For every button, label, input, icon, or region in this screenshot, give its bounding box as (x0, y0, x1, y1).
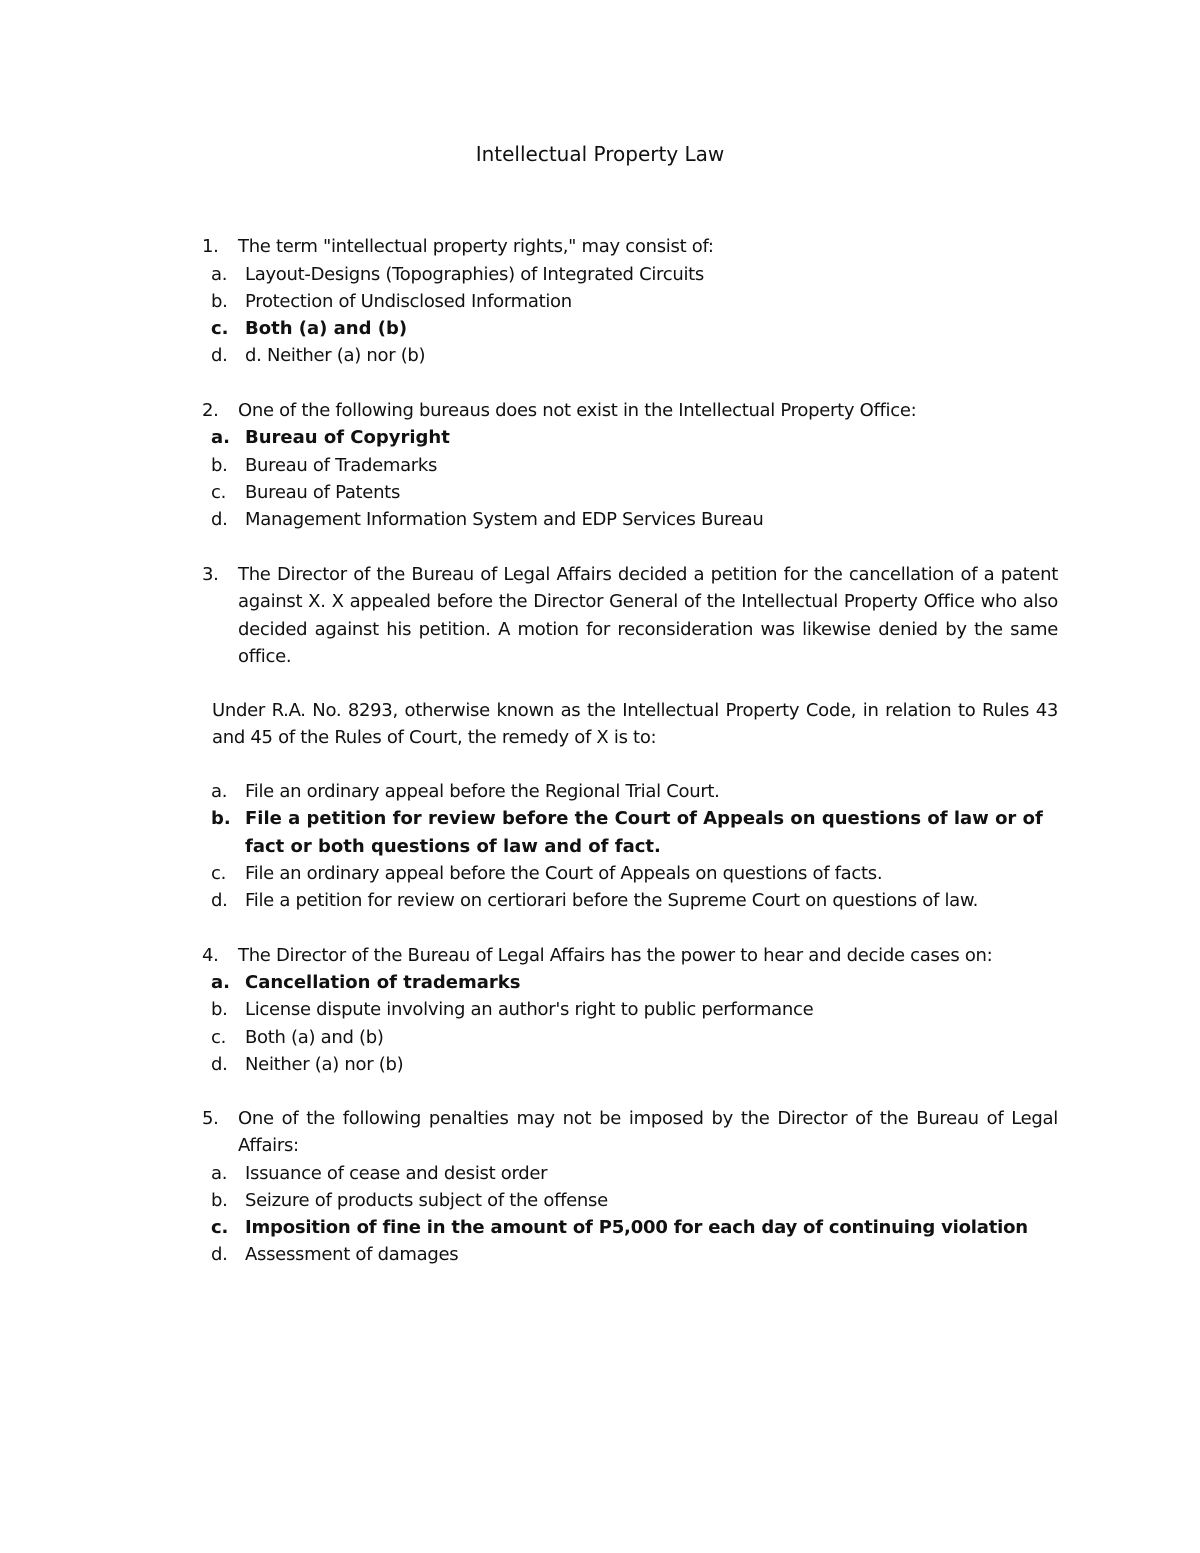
option-text: Bureau of Patents (245, 482, 401, 503)
option-letter: d. (211, 1054, 228, 1075)
option-letter: b. (211, 999, 228, 1020)
option-text: Bureau of Trademarks (245, 455, 438, 476)
option-letter: c. (211, 1027, 227, 1048)
option-letter: c. (211, 863, 227, 884)
option-letter: c. (211, 1217, 229, 1238)
option-text: Issuance of cease and desist order (245, 1163, 548, 1184)
option-text: File an ordinary appeal before the Regional Trial Court. (245, 781, 720, 802)
option-letter: a. (211, 972, 230, 993)
option-letter: c. (211, 318, 229, 339)
option-letter: d. (211, 890, 228, 911)
option-text: Layout-Designs (Topographies) of Integrated Circuits (245, 264, 705, 285)
question-number: 1. (202, 236, 219, 257)
option-text: File a petition for review on certiorari before the Supreme Court on questions of law. (245, 890, 979, 911)
option-letter: a. (211, 264, 228, 285)
option-text: Neither (a) nor (b) (245, 1054, 404, 1075)
question-number: 4. (202, 945, 219, 966)
option-letter: d. (211, 345, 228, 366)
question-number: 3. (202, 564, 219, 585)
option-letter: a. (211, 1163, 228, 1184)
option-letter: a. (211, 781, 228, 802)
option-text: Protection of Undisclosed Information (245, 291, 572, 312)
option-text: Both (a) and (b) (245, 318, 408, 339)
option-letter: a. (211, 427, 230, 448)
question-3-subtext: Under R.A. No. 8293, otherwise known as the Intellectual Property Code, in relation to Rules 43 and 45 of the Rules of Court, the remedy of X is to: (212, 700, 1058, 749)
option-letter: d. (211, 1244, 228, 1265)
option-letter: c. (211, 482, 227, 503)
question-text: The term "intellectual property rights," may consist of: (238, 236, 714, 257)
question-text: One of the following bureaus does not exist in the Intellectual Property Office: (238, 400, 917, 421)
option-letter: b. (211, 1190, 228, 1211)
question-text: The Director of the Bureau of Legal Affairs has the power to hear and decide cases on: (238, 945, 993, 966)
option-3b-answer-text: File a petition for review before the Court of Appeals on questions of law or of fact or both questions of law and of fact. (245, 808, 1043, 857)
option-text: Cancellation of trademarks (245, 972, 521, 993)
question-number: 5. (202, 1108, 219, 1129)
option-text: License dispute involving an author's right to public performance (245, 999, 814, 1020)
option-letter: b. (211, 291, 228, 312)
option-text: Bureau of Copyright (245, 427, 450, 448)
option-text: Both (a) and (b) (245, 1027, 384, 1048)
question-3-text: The Director of the Bureau of Legal Affairs decided a petition for the cancellation of a patent against X. X appealed before the Director General of the Intellectual Property Office who also decided against his petition. A motion for reconsideration was likewise denied by the same office. (238, 564, 1058, 667)
option-text: File an ordinary appeal before the Court of Appeals on questions of facts. (245, 863, 883, 884)
question-5-text: One of the following penalties may not be imposed by the Director of the Bureau of Legal Affairs: (238, 1108, 1058, 1157)
option-text: d. Neither (a) nor (b) (245, 345, 426, 366)
option-letter: b. (211, 808, 231, 829)
option-text: Management Information System and EDP Services Bureau (245, 509, 764, 530)
option-text: Seizure of products subject of the offense (245, 1190, 608, 1211)
page-title: Intellectual Property Law (475, 142, 725, 166)
option-letter: b. (211, 455, 228, 476)
option-text: Imposition of fine in the amount of P5,000 for each day of continuing violation (245, 1217, 1028, 1238)
option-letter: d. (211, 509, 228, 530)
question-number: 2. (202, 400, 219, 421)
option-text: Assessment of damages (245, 1244, 459, 1265)
